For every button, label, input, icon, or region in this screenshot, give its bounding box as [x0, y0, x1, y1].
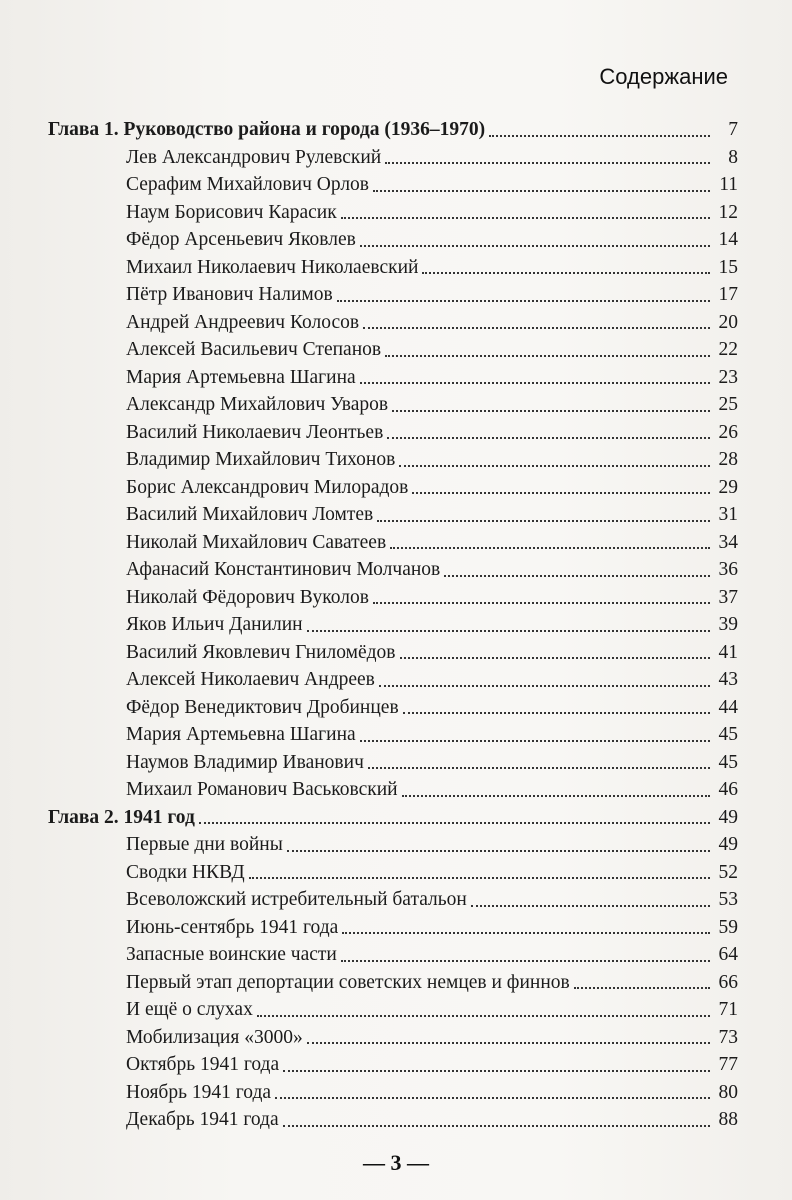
entry-title: Сводки НКВД: [126, 861, 245, 883]
toc-entry-row: [48, 556, 738, 584]
page-reference: 36: [718, 559, 738, 580]
page-reference: 45: [718, 751, 738, 773]
dot-leader: [363, 327, 710, 329]
dot-leader: [275, 1097, 710, 1099]
page-reference: 44: [718, 696, 738, 718]
dot-leader: [400, 657, 710, 659]
entry-title: Николай Михайлович Саватеев: [126, 531, 387, 553]
page-reference: 43: [718, 669, 738, 690]
page-reference: 64: [718, 944, 738, 965]
toc-entry-row: [48, 969, 738, 997]
dot-leader: [360, 382, 710, 384]
page-reference: 8: [728, 146, 738, 168]
toc-entry-row: [48, 859, 738, 887]
entry-title: Пётр Иванович Налимов: [126, 284, 333, 305]
dot-leader: [377, 520, 710, 522]
dot-leader: [287, 850, 710, 852]
toc-entry-row: [48, 776, 738, 804]
toc-entry-row: [48, 446, 738, 474]
entry-title: Василий Михайлович Ломтев: [126, 504, 374, 525]
chapter-title: Глава 1. Руководство района и города (1936–1970): [48, 119, 486, 140]
dot-leader: [574, 987, 710, 989]
dot-leader: [199, 822, 710, 824]
dot-leader: [489, 135, 710, 137]
page-reference: 49: [718, 806, 738, 828]
page-reference: 28: [718, 449, 738, 470]
entry-title: Василий Яковлевич Гниломёдов: [126, 641, 396, 663]
dot-leader: [402, 795, 710, 797]
toc-entry-row: [48, 199, 738, 227]
toc-entry-row: [48, 886, 738, 914]
page-reference: 41: [718, 641, 738, 663]
entry-title: Первый этап депортации советских немцев и финнов: [126, 971, 570, 993]
dot-leader: [373, 602, 710, 604]
dot-leader: [307, 1042, 710, 1044]
running-title: Содержание: [599, 64, 728, 89]
toc-entry-row: [48, 1051, 738, 1079]
toc-entry-row: [48, 1106, 738, 1134]
page-reference: 45: [718, 724, 738, 745]
entry-title: Декабрь 1941 года: [126, 1109, 279, 1130]
dot-leader: [399, 465, 710, 467]
toc-entry-row: [48, 391, 738, 419]
dot-leader: [283, 1125, 710, 1127]
chapter-title: Глава 2. 1941 год: [48, 806, 195, 828]
toc-chapter-row: [48, 804, 738, 832]
dot-leader: [341, 960, 710, 962]
page-reference: 46: [718, 779, 738, 800]
page-reference: 80: [718, 1081, 738, 1103]
toc-entry-row: [48, 171, 738, 199]
dot-leader: [360, 740, 710, 742]
dot-leader: [444, 575, 710, 577]
toc-entry-row: [48, 144, 738, 172]
page-reference: 53: [718, 889, 738, 910]
toc-entry-row: [48, 666, 738, 694]
entry-title: Андрей Андреевич Колосов: [126, 311, 360, 333]
page-reference: 37: [718, 586, 738, 608]
dot-leader: [368, 767, 710, 769]
toc-entry-row: [48, 1079, 738, 1107]
entry-title: Алексей Васильевич Степанов: [126, 339, 382, 360]
entry-title: Борис Александрович Милорадов: [126, 476, 409, 498]
dot-leader: [307, 630, 710, 632]
page-reference: 12: [718, 201, 738, 223]
entry-title: Запасные воинские части: [126, 944, 337, 965]
toc-entry-row: [48, 831, 738, 859]
page-number: — 3 —: [363, 1150, 429, 1175]
toc-entry-row: [48, 281, 738, 309]
entry-title: Мобилизация «3000»: [126, 1026, 303, 1048]
dot-leader: [341, 217, 710, 219]
entry-title: Михаил Николаевич Николаевский: [126, 256, 419, 278]
entry-title: Серафим Михайлович Орлов: [126, 174, 370, 195]
dot-leader: [422, 272, 710, 274]
entry-title: Василий Николаевич Леонтьев: [126, 421, 384, 443]
entry-title: Наумов Владимир Иванович: [126, 751, 364, 773]
dot-leader: [392, 410, 710, 412]
toc-entry-row: [48, 914, 738, 942]
entry-title: Николай Фёдорович Вуколов: [126, 586, 369, 608]
toc-entry-row: [48, 694, 738, 722]
entry-title: Фёдор Арсеньевич Яковлев: [126, 229, 356, 250]
entry-title: Мария Артемьевна Шагина: [126, 366, 356, 388]
page-reference: 15: [718, 256, 738, 278]
page-reference: 11: [719, 174, 738, 195]
dot-leader: [385, 162, 710, 164]
dot-leader: [390, 547, 710, 549]
dot-leader: [471, 905, 710, 907]
page-reference: 25: [718, 394, 738, 415]
dot-leader: [257, 1015, 710, 1017]
page-reference: 34: [718, 531, 738, 553]
entry-title: Июнь-сентябрь 1941 года: [126, 916, 339, 938]
page-reference: 23: [718, 366, 738, 388]
entry-title: Ноябрь 1941 года: [126, 1081, 272, 1103]
page-reference: 17: [718, 284, 738, 305]
toc-entry-row: [48, 501, 738, 529]
toc-entry-row: [48, 996, 738, 1024]
dot-leader: [387, 437, 710, 439]
page-reference: 52: [718, 861, 738, 883]
toc-entry-row: [48, 364, 738, 392]
page-reference: 59: [718, 916, 738, 938]
dot-leader: [379, 685, 710, 687]
toc-entry-row: [48, 721, 738, 749]
entry-title: Наум Борисович Карасик: [126, 201, 337, 223]
toc-entry-row: [48, 419, 738, 447]
toc-entry-row: [48, 336, 738, 364]
entry-title: Лев Александрович Рулевский: [126, 146, 382, 168]
entry-title: Яков Ильич Данилин: [126, 614, 303, 635]
dot-leader: [412, 492, 710, 494]
page-reference: 88: [718, 1109, 738, 1130]
toc-entry-row: [48, 941, 738, 969]
page-reference: 66: [718, 971, 738, 993]
toc-entry-row: [48, 309, 738, 337]
toc-entry-row: [48, 529, 738, 557]
entry-title: Мария Артемьевна Шагина: [126, 724, 356, 745]
entry-title: Александр Михайлович Уваров: [126, 394, 389, 415]
toc-entry-row: [48, 1024, 738, 1052]
entry-title: Афанасий Константинович Молчанов: [126, 559, 441, 580]
toc-entry-row: [48, 254, 738, 282]
toc-entry-row: [48, 474, 738, 502]
dot-leader: [373, 190, 710, 192]
page-reference: 77: [718, 1054, 738, 1075]
entry-title: Всеволожский истребительный батальон: [126, 889, 467, 910]
dot-leader: [337, 300, 710, 302]
toc-entry-row: [48, 611, 738, 639]
toc-chapter-row: [48, 116, 738, 144]
page-reference: 39: [718, 614, 738, 635]
page-reference: 31: [718, 504, 738, 525]
page-reference: 73: [718, 1026, 738, 1048]
toc-entry-row: [48, 584, 738, 612]
page-reference: 14: [718, 229, 738, 250]
entry-title: Октябрь 1941 года: [126, 1054, 280, 1075]
dot-leader: [403, 712, 710, 714]
dot-leader: [360, 245, 710, 247]
table-of-contents: [48, 116, 738, 1134]
dot-leader: [385, 355, 710, 357]
toc-entry-row: [48, 639, 738, 667]
entry-title: Первые дни войны: [126, 834, 283, 855]
entry-title: Фёдор Венедиктович Дробинцев: [126, 696, 399, 718]
page-reference: 49: [718, 834, 738, 855]
entry-title: Алексей Николаевич Андреев: [126, 669, 375, 690]
entry-title: И ещё о слухах: [126, 999, 253, 1020]
entry-title: Владимир Михайлович Тихонов: [126, 449, 396, 470]
toc-entry-row: [48, 226, 738, 254]
page-reference: 22: [718, 339, 738, 360]
dot-leader: [283, 1070, 710, 1072]
page-reference: 29: [718, 476, 738, 498]
page-reference: 26: [718, 421, 738, 443]
toc-entry-row: [48, 749, 738, 777]
dot-leader: [342, 932, 710, 934]
page-reference: 20: [718, 311, 738, 333]
page-reference: 71: [718, 999, 738, 1020]
dot-leader: [249, 877, 710, 879]
page-reference: 7: [728, 119, 738, 140]
entry-title: Михаил Романович Васьковский: [126, 779, 398, 800]
